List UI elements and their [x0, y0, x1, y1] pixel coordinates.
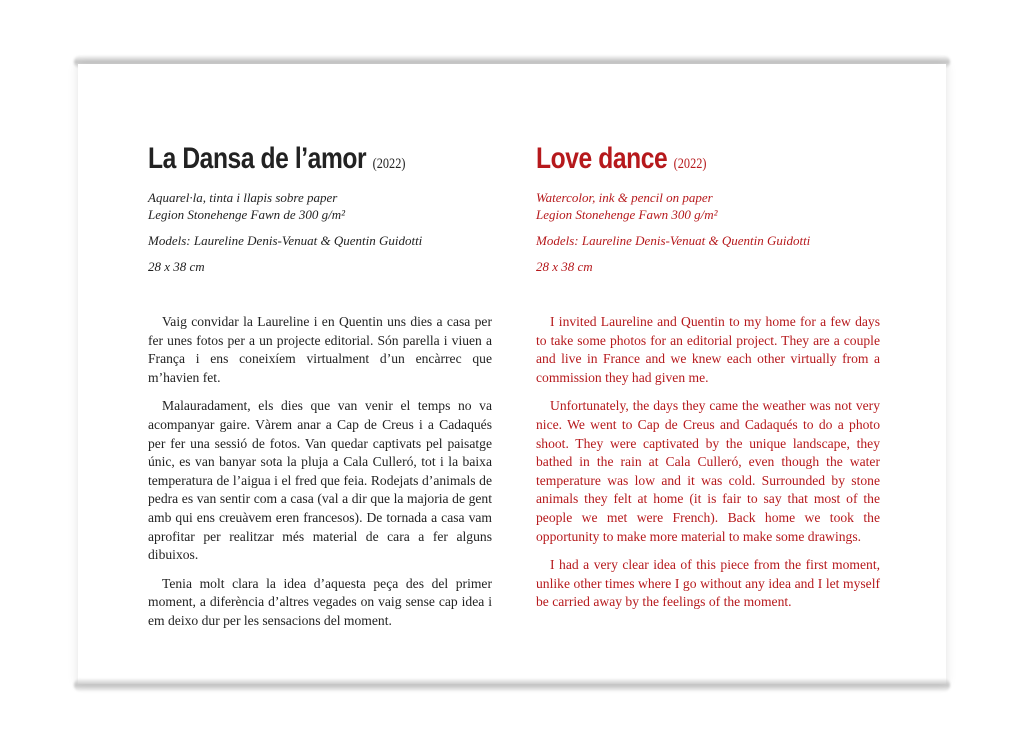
english-body: [536, 313, 880, 612]
catalan-size: 28 x 38 cm: [148, 259, 205, 274]
catalan-title: [148, 142, 430, 181]
page-bottom-edge: [74, 678, 950, 692]
catalan-year: (2022): [372, 156, 406, 172]
catalan-models: Models: Laureline Denis-Venuat & Quentin Guidotti: [148, 233, 423, 248]
english-paragraph: I invited Laureline and Quentin to my home for a few days to take some photos for an editorial project. They are a couple and live in France and we knew each other virtually from a commission they had given me.: [536, 314, 880, 385]
english-year: (2022): [673, 156, 707, 172]
english-title-text: Love dance: [536, 142, 668, 175]
catalan-title-text: La Dansa de l’amor: [148, 142, 367, 175]
catalan-paragraph: Vaig convidar la Laureline i en Quentin uns dies a casa per fer unes fotos per a un projecte editorial. Són parella i viuen a França i ens coneixíem virtualment d’un encàrrec que m’havien fet.: [148, 314, 492, 385]
catalan-column: [148, 142, 492, 641]
catalan-medium-line2: Legion Stonehenge Fawn de 300 g/m²: [148, 207, 346, 222]
english-column: [536, 142, 880, 622]
english-models: Models: Laureline Denis-Venuat & Quentin Guidotti: [536, 233, 811, 248]
english-title: [536, 142, 818, 181]
english-medium-line2: Legion Stonehenge Fawn 300 g/m²: [536, 207, 718, 222]
english-medium-line1: Watercolor, ink & pencil on paper: [536, 190, 713, 205]
catalan-paragraph: Tenia molt clara la idea d’aquesta peça des del primer moment, a diferència d’altres vegades on vaig sense cap idea i em deixo dur per les sensacions del moment.: [148, 575, 492, 628]
english-paragraph: I had a very clear idea of this piece from the first moment, unlike other times where I go without any idea and I let myself be carried away by the feelings of the moment.: [536, 557, 880, 610]
catalan-paragraph: Malauradament, els dies que van venir el temps no va acompanyar gaire. Vàrem anar a Cap de Creus i a Cadaqués per fer una sessió de fotos. Van quedar captivats pel paisatge únic, es van banyar sota la pluja a Cala Culleró, tot i la baixa temperatura de l’aigua i el fred que feia. Rodejats d’animals de pedra es van sentir com a casa (val a dir que la majoria de gent amb qui ens creuàvem eren francesos). De tornada a casa vam aprofitar per realitzar més material de cara a fer alguns dibuixos.: [148, 398, 492, 563]
catalan-medium-line1: Aquarel·la, tinta i llapis sobre paper: [148, 190, 338, 205]
english-size: 28 x 38 cm: [536, 259, 593, 274]
english-paragraph: Unfortunately, the days they came the weather was not very nice. We went to Cap de Creus and Cadaqués to do a photo shoot. They were captivated by the unique landscape, they bathed in the rain at Cala Culleró, even though the water temperature was low and it was cold. Surrounded by stone animals they felt at home (it is fair to say that most of the people we met were French). Back home we took the opportunity to make more material to make some drawings.: [536, 398, 880, 544]
catalan-body: [148, 313, 492, 631]
